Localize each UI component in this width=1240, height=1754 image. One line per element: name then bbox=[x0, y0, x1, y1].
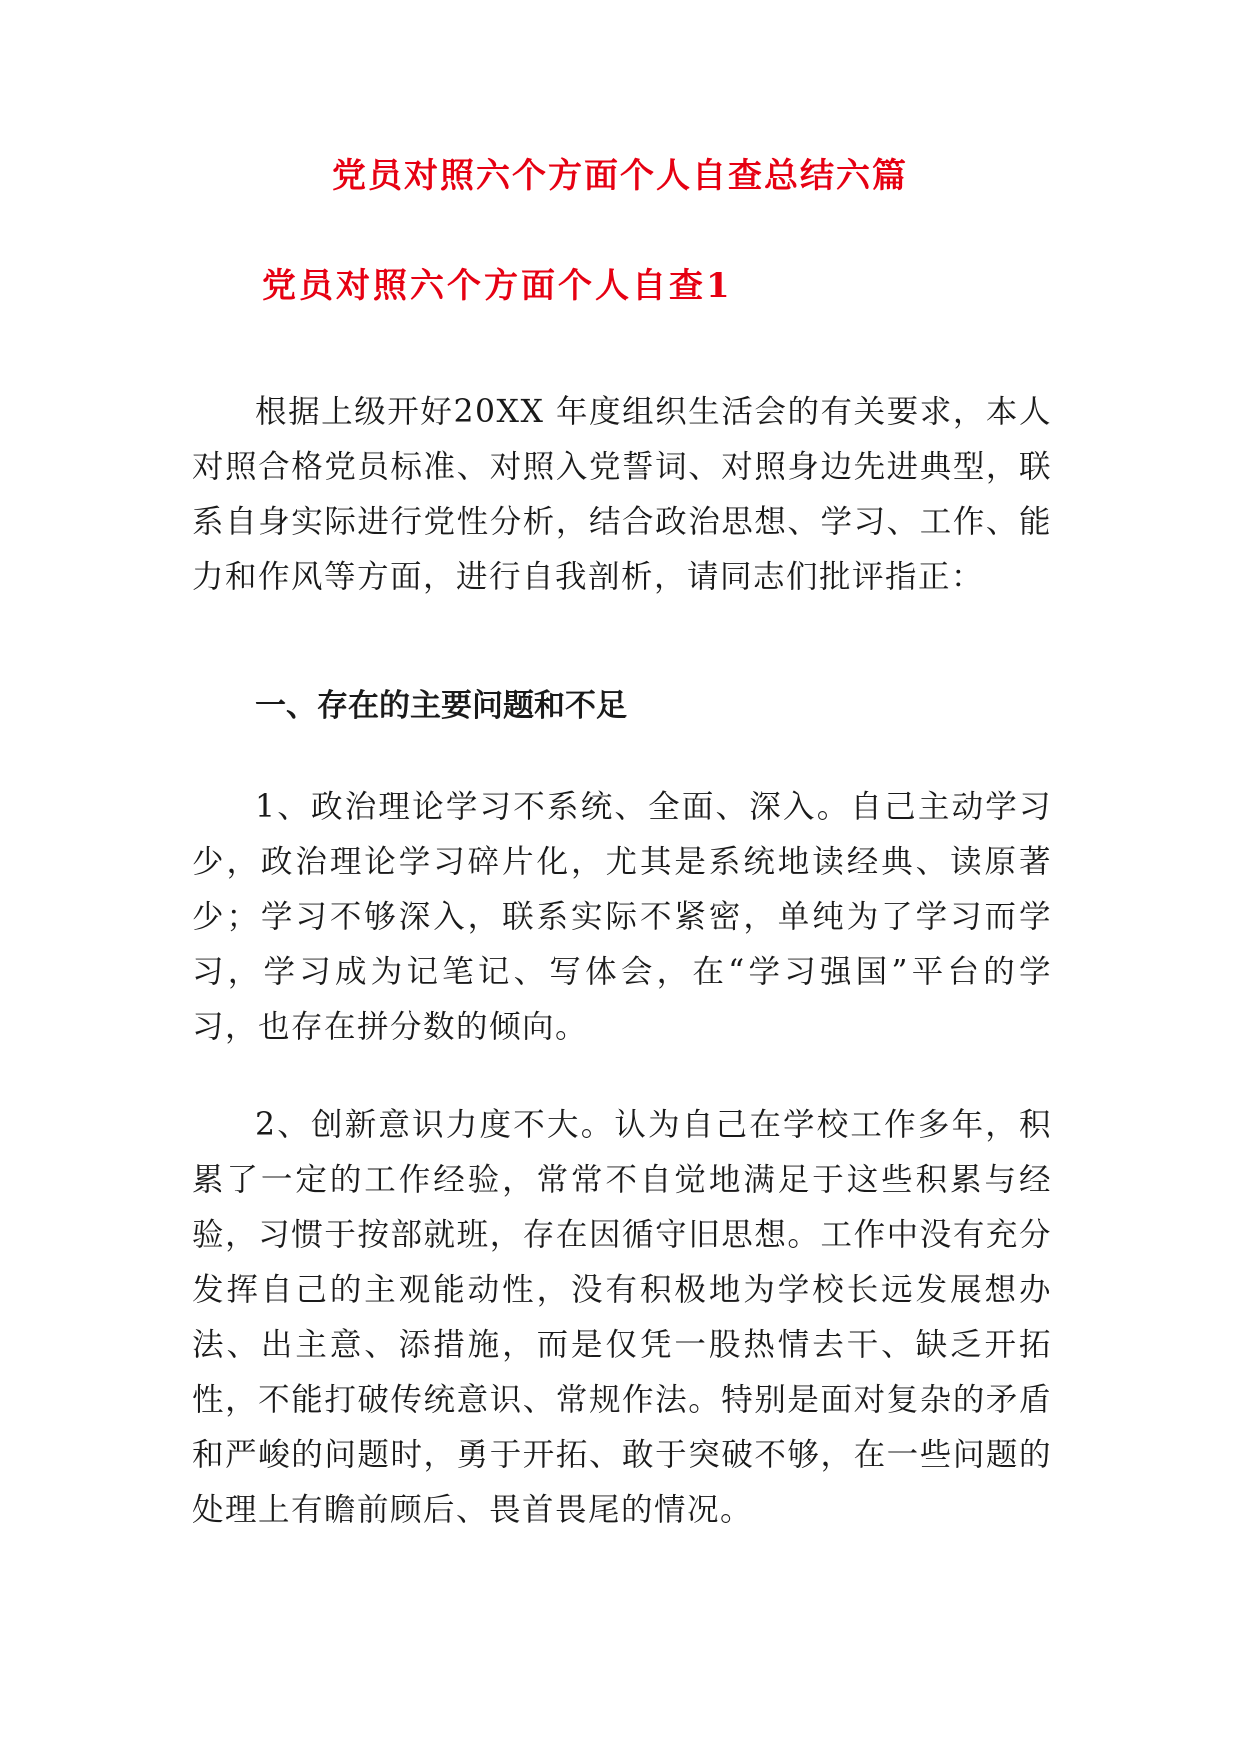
list-item: 1、政治理论学习不系统、全面、深入。自己主动学习少，政治理论学习碎片化，尤其是系统地读经典、读原著少；学习不够深入，联系实际不紧密，单纯为了学习而学习，学习成为记笔记、写体会，在“学习强国”平台的学习，也存在拼分数的倾向。 bbox=[192, 789, 1052, 1045]
document-subtitle: 党员对照六个方面个人自查1 bbox=[262, 266, 733, 306]
intro-paragraph: 根据上级开好20XX 年度组织生活会的有关要求，本人对照合格党员标准、对照入党誓词、对照身边先进典型，联系自身实际进行党性分析，结合政治思想、学习、工作、能力和作风等方面，进行自我剖析，请同志们批评指正： bbox=[192, 394, 1052, 595]
section-heading: 一、存在的主要问题和不足 bbox=[255, 688, 627, 724]
list-item: 2、创新意识力度不大。认为自己在学校工作多年，积累了一定的工作经验，常常不自觉地满足于这些积累与经验，习惯于按部就班，存在因循守旧思想。工作中没有充分发挥自己的主观能动性，没有积极地为学校长远发展想办法、出主意、添措施，而是仅凭一股热情去干、缺乏开拓性，不能打破传统意识、常规作法。特别是面对复杂的矛盾和严峻的问题时，勇于开拓、敢于突破不够，在一些问题的处理上有瞻前顾后、畏首畏尾的情况。 bbox=[192, 1107, 1052, 1528]
document-title: 党员对照六个方面个人自查总结六篇 bbox=[332, 156, 908, 196]
